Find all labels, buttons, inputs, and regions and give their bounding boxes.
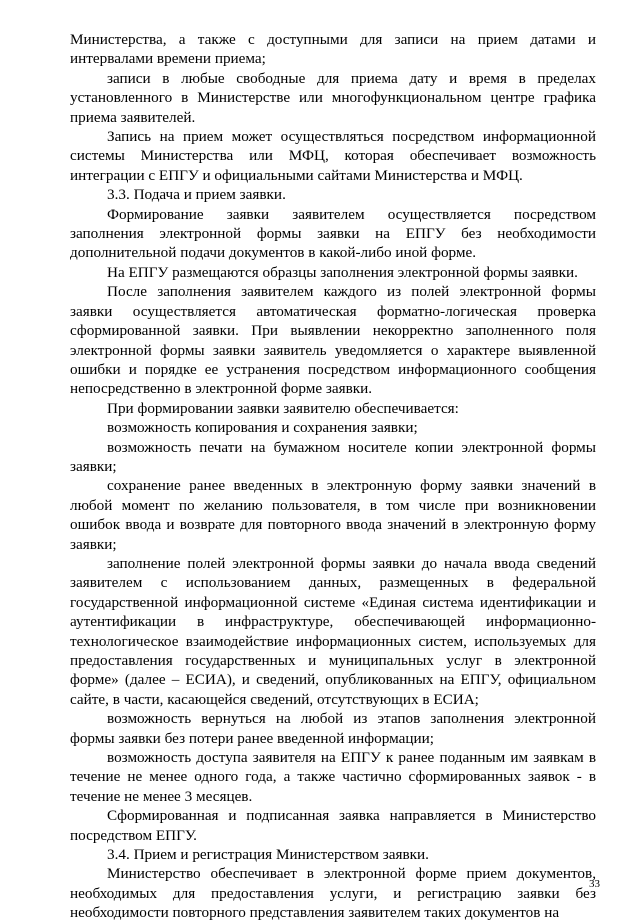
paragraph-1: Министерства, а также с доступными для записи на прием датами и интервалами времени приема;	[70, 31, 596, 68]
list-item-print: возможность печати на бумажном носителе копии электронной формы заявки;	[70, 438, 596, 475]
list-item-prefill-esia: заполнение полей электронной формы заявки до начала ввода сведений заявителем с использованием данных, размещенных в федеральной государственной информационной системе «Единая система идентификации и аутентификации в инфраструктуре, обеспечивающей информационно-технологическое взаимодействие информационных систем, используемых для предоставления государственных и муниципальных услуг в электронной форме» (далее – ЕСИА), и сведений, опубликованных на ЕПГУ, официальном сайте, в части, касающейся сведений, отсутствующих в ЕСИА;	[70, 554, 596, 708]
paragraph-15: Сформированная и подписанная заявка направляется в Министерство посредством ЕПГУ.	[70, 807, 596, 844]
list-item-access-history: возможность доступа заявителя на ЕПГУ к ранее поданным им заявкам в течение не менее одного года, а также частично сформированных заявок - в течение не менее 3 месяцев.	[70, 749, 596, 805]
paragraph-2: записи в любые свободные для приема дату и время в пределах установленного в Министерстве или многофункциональном центре графика приема заявителей.	[70, 69, 596, 126]
paragraph-5: Формирование заявки заявителем осуществляется посредством заполнения электронной формы заявки на ЕПГУ без необходимости дополнительной подачи документов в какой-либо иной форме.	[70, 205, 596, 262]
paragraph-8: При формировании заявки заявителю обеспечивается:	[107, 399, 459, 417]
document-page	[70, 30, 596, 923]
paragraph-6: На ЕПГУ размещаются образцы заполнения электронной формы заявки.	[107, 263, 578, 281]
list-item-copy-save: возможность копирования и сохранения заявки;	[107, 419, 418, 437]
list-item-return-step: возможность вернуться на любой из этапов заполнения электронной формы заявки без потери ранее введенной информации;	[70, 710, 596, 747]
section-heading-3-3: 3.3. Подача и прием заявки.	[107, 186, 286, 204]
section-heading-3-4: 3.4. Прием и регистрация Министерством заявки.	[107, 846, 429, 864]
paragraph-3: Запись на прием может осуществляться посредством информационной системы Министерства или МФЦ, которая обеспечивает возможность интеграции с ЕПГУ и официальными сайтами Министерства и МФЦ.	[70, 128, 596, 184]
paragraph-7: После заполнения заявителем каждого из полей электронной формы заявки осуществляется автоматическая форматно-логическая проверка сформированной заявки. При выявлении некорректно заполненного поля электронной формы заявки заявитель уведомляется о характере выявленной ошибки и порядке ее устранения посредством информационного сообщения непосредственно в электронной форме заявки.	[70, 283, 596, 398]
page-number: 33	[589, 878, 600, 890]
paragraph-17: Министерство обеспечивает в электронной форме прием документов, необходимых для предоставления услуги, и регистрацию заявки без необходимости повторного представления заявителем таких документов на	[70, 865, 596, 922]
list-item-save-values: сохранение ранее введенных в электронную форму заявки значений в любой момент по желанию пользователя, в том числе при возникновении ошибок ввода и возврате для повторного ввода значений в электронную форму заявки;	[70, 477, 596, 553]
